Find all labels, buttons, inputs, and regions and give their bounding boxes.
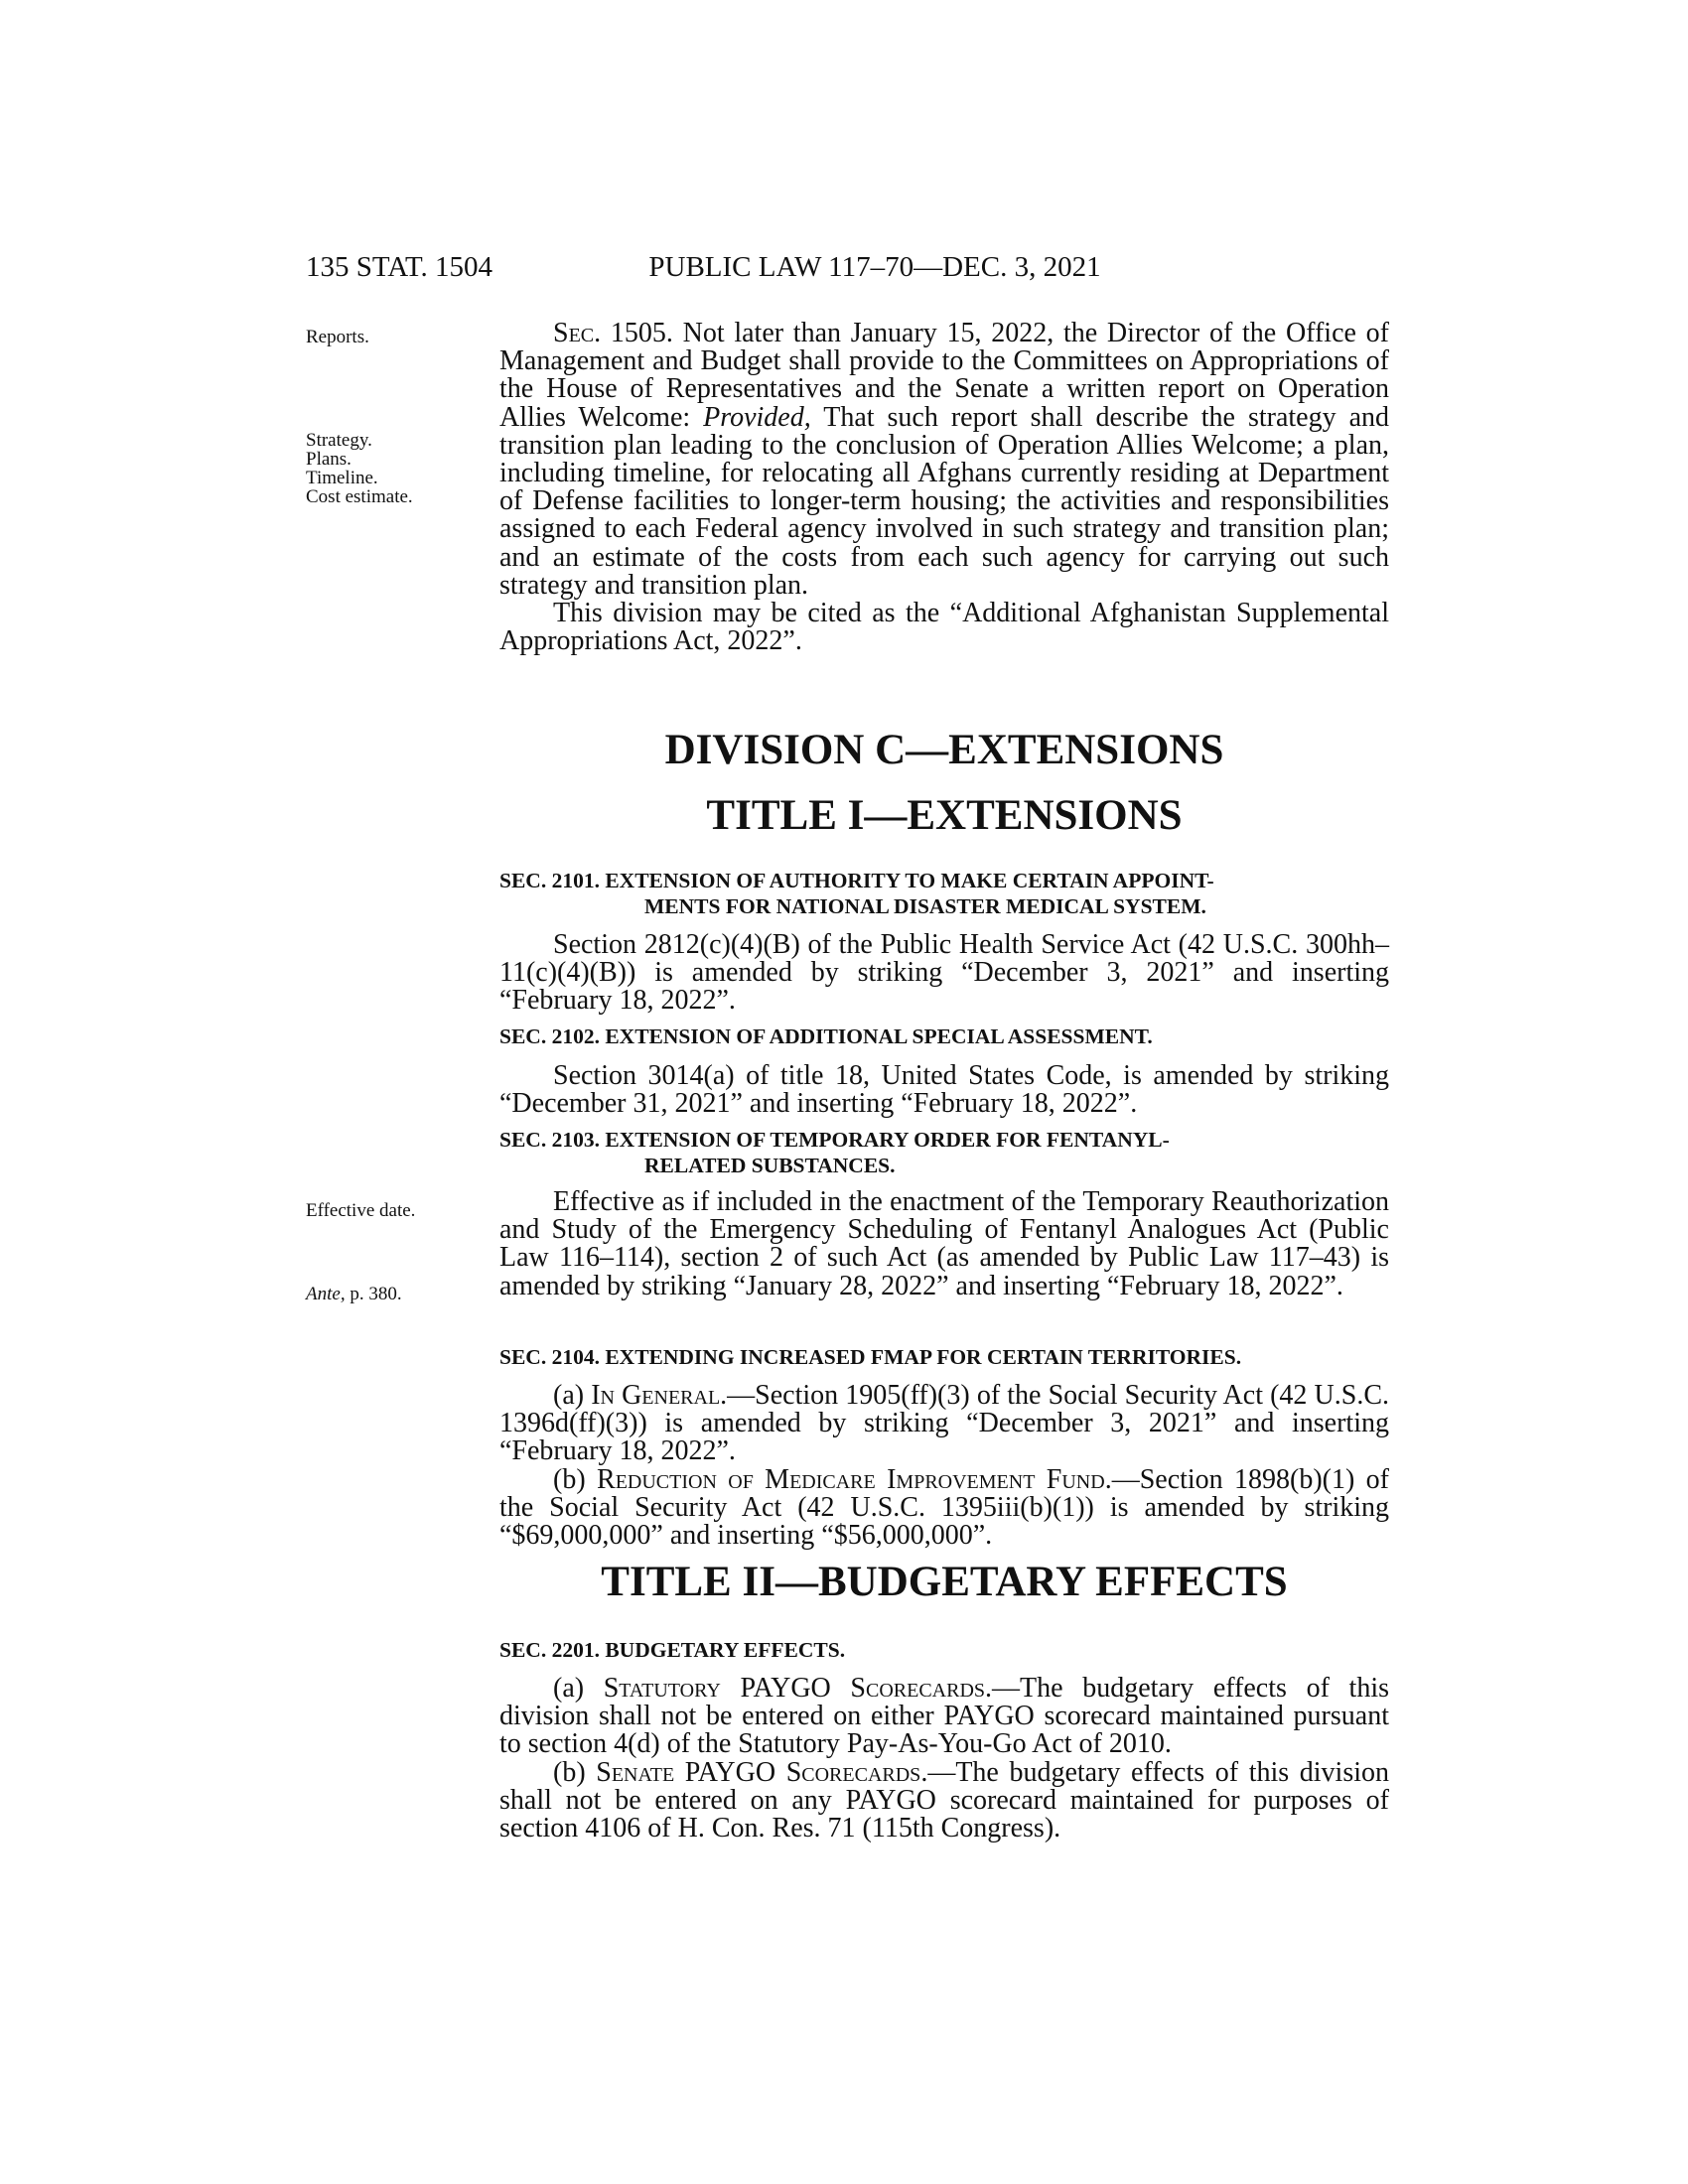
section-2104-heading: SEC. 2104. EXTENDING INCREASED FMAP FOR CERTAIN TERRITORIES. <box>499 1345 1242 1369</box>
section-2201-subsection-a: (a) Statutory PAYGO Scorecards.—The budgetary effects of this division shall not be entered on either PAYGO scorecard maintained pursuant to section 4(d) of the Statutory Pay-As-You-Go Act of 2010. <box>499 1673 1390 1760</box>
title-1-heading: TITLE I—EXTENSIONS <box>706 792 1183 839</box>
law-title-header: PUBLIC LAW 117–70—DEC. 3, 2021 <box>648 251 1101 283</box>
division-c-heading: DIVISION C—EXTENSIONS <box>664 727 1224 773</box>
section-2104-subsection-b: (b) Reduction of Medicare Improvement Fund.—Section 1898(b)(1) of the Social Security Act (42 U.S.C. 1395iii(b)(1)) is amended by striking “$69,000,000” and inserting “$56,000,000”. <box>499 1463 1390 1552</box>
division-citation: This division may be cited as the “Additional Afghanistan Supplemental Appropriations Act, 2022”. <box>499 598 1389 657</box>
section-2101-heading: SEC. 2101. EXTENSION OF AUTHORITY TO MAKE CERTAIN APPOINT- MENTS FOR NATIONAL DISASTER MEDICAL SYSTEM. <box>499 869 1214 918</box>
margin-note-timeline: Timeline. <box>306 468 378 488</box>
margin-note-plans: Plans. <box>306 449 352 470</box>
section-2201-heading: SEC. 2201. BUDGETARY EFFECTS. <box>499 1638 846 1662</box>
section-2104 <box>499 1344 1389 1550</box>
section-2201-subsection-b: (b) Senate PAYGO Scorecards.—The budgetary effects of this division shall not be entered on any PAYGO scorecard maintained for purposes of section 4106 of H. Con. Res. 71 (115th Congress). <box>499 1756 1389 1844</box>
margin-note-reports: Reports. <box>306 327 369 347</box>
section-2102-heading: SEC. 2102. EXTENSION OF ADDITIONAL SPECIAL ASSESSMENT. <box>499 1024 1153 1048</box>
title-2-heading: TITLE II—BUDGETARY EFFECTS <box>601 1559 1288 1605</box>
section-2101-text: Section 2812(c)(4)(B) of the Public Health Service Act (42 U.S.C. 300hh–11(c)(4)(B)) is amended by striking “December 3, 2021” and inserting “February 18, 2022”. <box>499 929 1389 1017</box>
section-2101 <box>499 868 1389 1016</box>
margin-note-ante: Ante, p. 380. <box>306 1284 402 1304</box>
stat-page-number: 135 STAT. 1504 <box>306 251 493 283</box>
margin-note-effective-date: Effective date. <box>306 1200 416 1221</box>
section-2102 <box>499 1024 1389 1118</box>
section-2103-text: Effective as if included in the enactment of the Temporary Reauthorization and Study of the Emergency Scheduling of Fentanyl Analogues Act (Public Law 116–114), section 2 of such Act (as amended by Public Law 117–43) is amended by striking “January 28, 2022” and inserting “February 18, 2022”. <box>499 1186 1389 1301</box>
section-2103-heading: SEC. 2103. EXTENSION OF TEMPORARY ORDER FOR FENTANYL- RELATED SUBSTANCES. <box>499 1128 1170 1177</box>
section-1505 <box>499 320 1389 655</box>
section-2201 <box>499 1637 1389 1843</box>
section-2104-subsection-a: (a) In General.—Section 1905(ff)(3) of the Social Security Act (42 U.S.C. 1396d(ff)(3)) is amended by striking “December 3, 2021” and inserting “February 18, 2022”. <box>499 1380 1389 1467</box>
section-2103 <box>499 1127 1389 1300</box>
margin-note-cost-estimate: Cost estimate. <box>306 486 413 507</box>
section-1505-text: Sec. 1505. Not later than January 15, 2022, the Director of the Office of Management and Budget shall provide to the Committees on Appropriations of the House of Representatives and the Senate a written report on Operation Allies Welcome: Provided, That such report shall describe the strategy and transition plan leading to the conclusion of Operation Allies Welcome; a plan, including timeline, for relocating all Afghans currently residing at Department of Defense facilities to longer-term housing; the activities and responsibilities assigned to each Federal agency involved in such strategy and transition plan; and an estimate of the costs from each such agency for carrying out such strategy and transition plan. <box>499 318 1389 601</box>
section-2102-text: Section 3014(a) of title 18, United States Code, is amended by striking “December 31, 2021” and inserting “February 18, 2022”. <box>499 1060 1389 1120</box>
margin-note-strategy: Strategy. <box>306 430 372 451</box>
